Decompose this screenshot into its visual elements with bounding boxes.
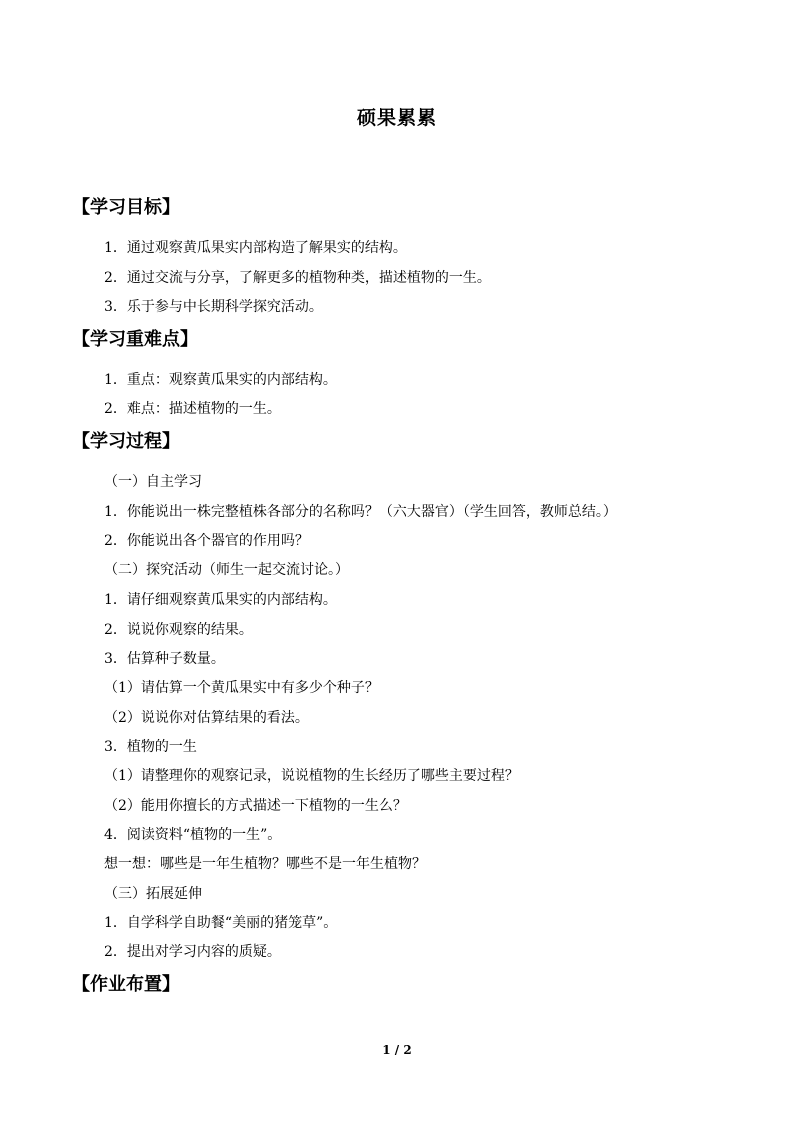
section-heading-key-points: 【学习重难点】 (72, 329, 198, 350)
process-line-10: 3．植物的一生 (104, 739, 197, 755)
page-title: 硕果累累 (356, 107, 437, 129)
process-line-16: 1．自学科学自助餐“美丽的猪笼草”。 (104, 915, 338, 931)
process-line-17: 2．提出对学习内容的质疑。 (104, 944, 281, 960)
section-heading-homework: 【作业布置】 (72, 974, 180, 995)
process-line-7: 3．估算种子数量。 (104, 651, 225, 667)
page-number: 1 / 2 (382, 1043, 412, 1057)
section-heading-goals: 【学习目标】 (72, 197, 180, 218)
process-line-8: （1）请估算一个黄瓜果实中有多少个种子？ (104, 680, 379, 696)
process-line-15: （三）拓展延伸 (104, 886, 202, 902)
process-line-9: （2）说说你对估算结果的看法。 (104, 710, 309, 726)
goals-item-1: 1．通过观察黄瓜果实内部构造了解果实的结构。 (104, 240, 407, 256)
process-line-2: 1．你能说出一株完整植株各部分的名称吗？（六大器官）（学生回答，教师总结。） (104, 504, 617, 520)
process-line-12: （2）能用你擅长的方式描述一下植物的一生么？ (104, 798, 407, 814)
key-points-item-1: 1．重点：观察黄瓜果实的内部结构。 (104, 372, 337, 388)
process-line-5: 1．请仔细观察黄瓜果实的内部结构。 (104, 592, 337, 608)
process-line-11: （1）请整理你的观察记录，说说植物的生长经历了哪些主要过程？ (104, 768, 519, 784)
process-line-14: 想一想：哪些是一年生植物？哪些不是一年生植物？ (104, 856, 426, 872)
section-heading-process: 【学习过程】 (72, 431, 180, 452)
goals-item-2: 2．通过交流与分享，了解更多的植物种类，描述植物的一生。 (104, 270, 491, 286)
process-line-4: （二）探究活动（师生一起交流讨论。） (104, 562, 349, 578)
process-line-13: 4．阅读资料“植物的一生”。 (104, 827, 282, 843)
goals-item-3: 3．乐于参与中长期科学探究活动。 (104, 299, 323, 315)
process-line-3: 2．你能说出各个器官的作用吗？ (104, 533, 309, 549)
key-points-item-2: 2．难点：描述植物的一生。 (104, 401, 281, 417)
process-line-6: 2．说说你观察的结果。 (104, 622, 253, 638)
process-line-1: （一）自主学习 (104, 474, 202, 490)
